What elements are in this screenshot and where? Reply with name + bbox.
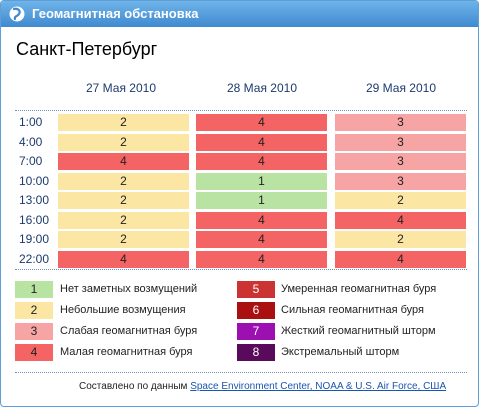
source-note (79, 381, 446, 392)
forecast-cell: 4 (335, 251, 466, 268)
date-header-2: 28 Мая 2010 (226, 81, 297, 95)
forecast-cell: 3 (335, 153, 466, 170)
table-top-divider (15, 110, 467, 111)
forecast-cell: 4 (196, 134, 327, 151)
logo-icon (9, 6, 25, 22)
legend-label: Сильная геомагнитная буря (281, 304, 424, 316)
hour-label: 22:00 (19, 252, 50, 266)
legend-label: Небольшие возмущения (60, 304, 186, 316)
legend-swatch: 6 (237, 302, 275, 319)
legend-label: Жесткий геомагнитный шторм (281, 325, 436, 337)
legend-swatch: 8 (237, 344, 275, 361)
forecast-cell: 4 (58, 251, 189, 268)
legend-label: Слабая геомагнитная буря (60, 325, 198, 337)
forecast-cell: 2 (335, 231, 466, 248)
legend-label: Малая геомагнитная буря (60, 346, 193, 358)
hour-label: 16:00 (19, 213, 50, 227)
forecast-cell: 2 (58, 173, 189, 190)
forecast-cell: 4 (196, 153, 327, 170)
forecast-cell: 3 (335, 114, 466, 131)
hour-label: 1:00 (19, 115, 43, 129)
widget-titlebar (1, 1, 478, 27)
legend-swatch: 4 (15, 344, 53, 361)
legend-label: Нет заметных возмущений (60, 283, 198, 295)
forecast-cell: 2 (58, 212, 189, 229)
forecast-cell: 2 (58, 192, 189, 209)
forecast-cell: 4 (196, 231, 327, 248)
date-header-3: 29 Мая 2010 (365, 81, 436, 95)
widget-title: Геомагнитная обстановка (32, 6, 199, 21)
forecast-cell: 4 (335, 212, 466, 229)
forecast-cell: 2 (335, 192, 466, 209)
forecast-cell: 3 (335, 173, 466, 190)
forecast-cell: 1 (196, 192, 327, 209)
legend-label: Умеренная геомагнитная буря (281, 283, 437, 295)
hour-label: 7:00 (19, 154, 43, 168)
footer-divider (15, 372, 467, 373)
date-header-1: 27 Мая 2010 (85, 81, 156, 95)
source-link[interactable]: Space Environment Center, NOAA & U.S. Air Force, США (190, 381, 447, 392)
forecast-cell: 4 (196, 212, 327, 229)
source-prefix: Составлено по данным (79, 381, 188, 392)
legend-label: Экстремальный шторм (281, 346, 400, 358)
legend-swatch: 5 (237, 281, 275, 298)
forecast-cell: 4 (58, 153, 189, 170)
forecast-cell: 2 (58, 134, 189, 151)
legend-swatch: 3 (15, 323, 53, 340)
forecast-cell: 1 (196, 173, 327, 190)
forecast-cell: 4 (196, 251, 327, 268)
legend-swatch: 7 (237, 323, 275, 340)
hour-label: 10:00 (19, 174, 50, 188)
forecast-cell: 2 (58, 114, 189, 131)
forecast-cell: 2 (58, 231, 189, 248)
forecast-cell: 4 (196, 114, 327, 131)
hour-label: 13:00 (19, 193, 50, 207)
table-bottom-divider (15, 269, 467, 270)
city-name: Санкт-Петербург (16, 39, 158, 59)
legend-swatch: 1 (15, 281, 53, 298)
forecast-cell: 3 (335, 134, 466, 151)
hour-label: 19:00 (19, 232, 50, 246)
legend-swatch: 2 (15, 302, 53, 319)
hour-label: 4:00 (19, 135, 43, 149)
